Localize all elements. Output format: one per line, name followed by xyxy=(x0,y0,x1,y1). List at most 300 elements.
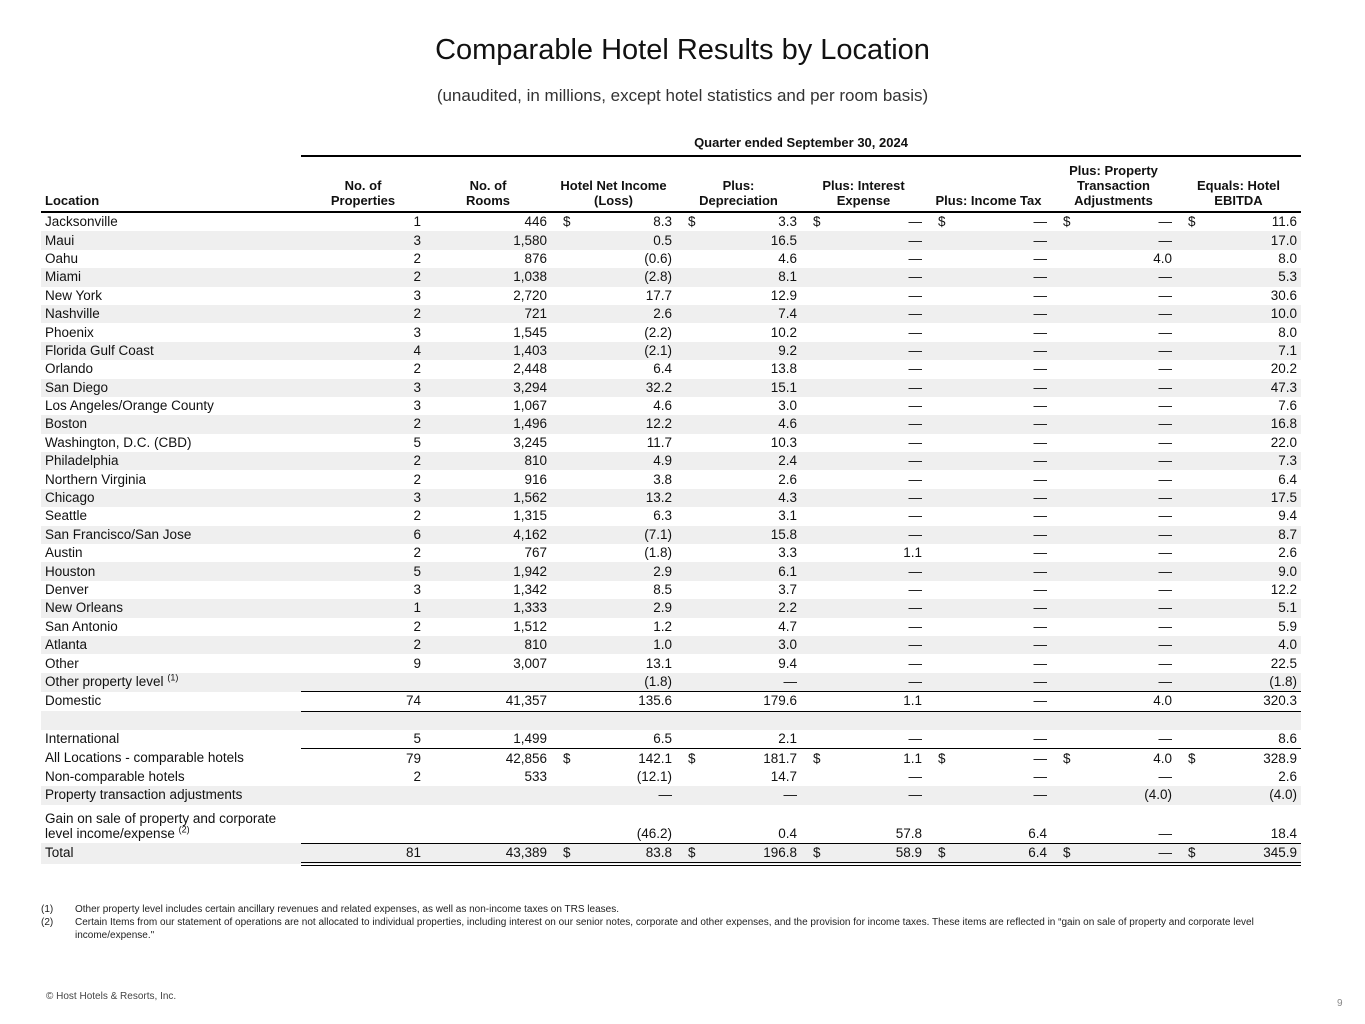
cell-value: 1,403 xyxy=(513,342,547,358)
cell-tax xyxy=(926,786,1051,804)
cell-value: 721 xyxy=(524,306,547,322)
cell-adj xyxy=(1051,786,1176,804)
cell-net xyxy=(551,470,676,488)
row-label xyxy=(41,749,301,768)
cell-value: (46.2) xyxy=(636,825,672,841)
cell-adj xyxy=(1051,618,1176,636)
header-row xyxy=(41,159,1301,212)
cell-value: — xyxy=(1033,582,1047,597)
cell-tax xyxy=(926,268,1051,286)
cell-value: 13.1 xyxy=(645,655,672,671)
cell-dep xyxy=(676,305,801,323)
location-row xyxy=(41,507,1301,525)
row-label-text: Northern Virginia xyxy=(45,471,147,487)
cell-value: (4.0) xyxy=(1144,787,1172,803)
cell-value: 11.7 xyxy=(646,434,672,450)
cell-int xyxy=(801,250,926,268)
footnotes xyxy=(41,903,1326,942)
cell-rooms xyxy=(425,786,551,804)
cell-value: — xyxy=(1033,306,1047,322)
cell-properties xyxy=(301,342,425,360)
cell-tax xyxy=(926,470,1051,488)
currency-symbol: $ xyxy=(938,214,946,230)
cell-value: 8.5 xyxy=(653,582,672,597)
cell-ebitda xyxy=(1176,452,1301,470)
cell-dep xyxy=(676,749,801,768)
row-label-text: Oahu xyxy=(45,250,79,266)
row-label xyxy=(41,673,301,692)
cell-value: 1,342 xyxy=(513,582,547,597)
cell-rooms xyxy=(425,250,551,268)
cell-value: 4,162 xyxy=(513,526,547,542)
cell-value: 20.2 xyxy=(1270,361,1297,377)
cell-value: — xyxy=(1033,453,1047,469)
cell-properties xyxy=(301,397,425,415)
cell-value: 16.8 xyxy=(1270,416,1297,432)
row-label xyxy=(41,654,301,672)
location-row xyxy=(41,489,1301,507)
cell-value: 179.6 xyxy=(763,693,797,709)
cell-dep xyxy=(676,730,801,749)
cell-value: 2.6 xyxy=(653,306,672,322)
cell-int xyxy=(801,654,926,672)
cell-net xyxy=(551,323,676,341)
cell-value: — xyxy=(1033,250,1047,266)
cell-adj xyxy=(1051,730,1176,749)
cell-properties xyxy=(301,654,425,672)
cell-tax xyxy=(926,749,1051,768)
footnote-ref: (2) xyxy=(178,824,190,835)
cell-rooms xyxy=(425,654,551,672)
cell-value: 135.6 xyxy=(638,693,672,709)
cell-rooms xyxy=(425,636,551,654)
cell-value: 196.8 xyxy=(763,844,797,860)
cell-value: 2.1 xyxy=(778,731,797,747)
cell-tax xyxy=(926,305,1051,323)
cell-value: 12.2 xyxy=(1270,582,1297,597)
cell-value: — xyxy=(1158,655,1172,671)
cell-net xyxy=(551,415,676,433)
cell-value: — xyxy=(1033,342,1047,358)
cell-tax xyxy=(926,415,1051,433)
cell-value: 533 xyxy=(524,768,547,784)
cell-value: 9.2 xyxy=(778,342,797,358)
cell-tax xyxy=(926,231,1051,249)
location-row xyxy=(41,544,1301,562)
cell-value: 5.9 xyxy=(1278,618,1297,634)
cell-value: 810 xyxy=(524,637,547,653)
cell-rooms xyxy=(425,843,551,864)
location-row xyxy=(41,360,1301,378)
cell-value: 3.3 xyxy=(778,214,797,230)
cell-value: 320.3 xyxy=(1263,693,1297,709)
currency-symbol: $ xyxy=(563,750,571,766)
cell-value: 1,545 xyxy=(513,324,547,340)
location-row xyxy=(41,618,1301,636)
cell-adj xyxy=(1051,342,1176,360)
cell-value: (2.8) xyxy=(644,269,672,285)
cell-net xyxy=(551,618,676,636)
cell-value: — xyxy=(1033,214,1047,230)
cell-value: (1.8) xyxy=(1269,673,1297,689)
cell-tax xyxy=(926,434,1051,452)
cell-properties xyxy=(301,268,425,286)
cell-value: 2,448 xyxy=(513,361,547,377)
row-label-text: Maui xyxy=(45,232,75,248)
location-row xyxy=(41,342,1301,360)
cell-int xyxy=(801,843,926,864)
cell-value: — xyxy=(908,787,922,803)
row-label-text: Chicago xyxy=(45,490,95,506)
location-row xyxy=(41,379,1301,397)
row-label xyxy=(41,562,301,580)
cell-properties xyxy=(301,692,425,711)
cell-adj xyxy=(1051,434,1176,452)
cell-rooms xyxy=(425,415,551,433)
location-row xyxy=(41,268,1301,286)
cell-properties xyxy=(301,581,425,599)
cell-value: — xyxy=(908,269,922,285)
cell-properties xyxy=(301,470,425,488)
footnote-marker: (1) xyxy=(41,904,54,915)
cell-value: 13.8 xyxy=(770,361,797,377)
cell-value: — xyxy=(1158,416,1172,432)
currency-symbol: $ xyxy=(1188,844,1196,860)
cell-value: — xyxy=(1033,471,1047,487)
row-label-text: International xyxy=(45,731,120,747)
cell-value: — xyxy=(1158,637,1172,653)
location-row xyxy=(41,434,1301,452)
cell-tax xyxy=(926,692,1051,711)
cell-value: — xyxy=(783,673,797,689)
cell-net xyxy=(551,360,676,378)
row-label-text: Other xyxy=(45,655,79,671)
cell-value: 32.2 xyxy=(645,379,672,395)
location-row xyxy=(41,562,1301,580)
cell-value: — xyxy=(1033,287,1047,303)
cell-dep xyxy=(676,843,801,864)
cell-int xyxy=(801,599,926,617)
cell-tax xyxy=(926,654,1051,672)
cell-int xyxy=(801,452,926,470)
cell-value: 1.1 xyxy=(903,545,922,561)
cell-value: — xyxy=(1158,563,1172,579)
cell-value: 1,512 xyxy=(513,618,547,634)
cell-value: 4.0 xyxy=(1278,637,1297,653)
cell-value: — xyxy=(908,655,922,671)
cell-value: — xyxy=(908,563,922,579)
cell-rooms xyxy=(425,711,551,730)
cell-net xyxy=(551,673,676,692)
cell-value: — xyxy=(1033,324,1047,340)
cell-adj xyxy=(1051,805,1176,844)
cell-int xyxy=(801,470,926,488)
cell-adj xyxy=(1051,323,1176,341)
cell-net xyxy=(551,287,676,305)
cell-ebitda xyxy=(1176,470,1301,488)
cell-value: 4.3 xyxy=(778,490,797,506)
cell-value: 57.8 xyxy=(895,825,922,841)
cell-int xyxy=(801,231,926,249)
location-row xyxy=(41,250,1301,268)
cell-properties xyxy=(301,379,425,397)
cell-value: — xyxy=(908,342,922,358)
cell-value: 5.1 xyxy=(1278,600,1297,616)
row-label xyxy=(41,507,301,525)
cell-dep xyxy=(676,562,801,580)
row-label-text: Phoenix xyxy=(45,324,94,340)
cell-dep xyxy=(676,397,801,415)
cell-rooms xyxy=(425,544,551,562)
cell-adj xyxy=(1051,231,1176,249)
cell-int xyxy=(801,786,926,804)
cell-value: — xyxy=(908,306,922,322)
row-label-text: Austin xyxy=(45,545,83,561)
cell-value: — xyxy=(1033,416,1047,432)
cell-value: 18.4 xyxy=(1270,825,1297,841)
row-label xyxy=(41,599,301,617)
footnote-ref: (1) xyxy=(167,672,179,683)
cell-dep xyxy=(676,786,801,804)
cell-value: 142.1 xyxy=(638,750,672,766)
cell-value: 1,333 xyxy=(513,600,547,616)
cell-ebitda xyxy=(1176,692,1301,711)
row-label-text: New Orleans xyxy=(45,600,124,616)
cell-value: (12.1) xyxy=(636,768,672,784)
cell-ebitda xyxy=(1176,268,1301,286)
cell-value: — xyxy=(1033,637,1047,653)
cell-adj xyxy=(1051,489,1176,507)
currency-symbol: $ xyxy=(813,844,821,860)
cell-value: — xyxy=(1158,434,1172,450)
cell-ebitda xyxy=(1176,730,1301,749)
cell-value: 2 xyxy=(413,453,421,469)
cell-value: — xyxy=(1158,398,1172,414)
cell-properties xyxy=(301,287,425,305)
page-subtitle: (unaudited, in millions, except hotel statistics and per room basis) xyxy=(436,86,929,105)
cell-int xyxy=(801,526,926,544)
cell-int xyxy=(801,581,926,599)
row-label xyxy=(41,470,301,488)
cell-dep xyxy=(676,618,801,636)
cell-value: 7.3 xyxy=(1278,453,1297,469)
cell-value: 10.2 xyxy=(770,324,797,340)
cell-ebitda xyxy=(1176,805,1301,844)
currency-symbol: $ xyxy=(938,750,946,766)
cell-value: 2 xyxy=(413,269,421,285)
cell-net xyxy=(551,212,676,231)
cell-value: 1,580 xyxy=(513,232,547,248)
cell-properties xyxy=(301,489,425,507)
cell-value: — xyxy=(783,787,797,803)
cell-value: — xyxy=(908,582,922,597)
cell-dep xyxy=(676,692,801,711)
cell-net xyxy=(551,305,676,323)
cell-ebitda xyxy=(1176,397,1301,415)
cell-dep xyxy=(676,379,801,397)
row-label xyxy=(41,730,301,749)
cell-int xyxy=(801,805,926,844)
hotel-results-table xyxy=(41,159,1301,866)
cell-value: (7.1) xyxy=(644,526,672,542)
cell-adj xyxy=(1051,305,1176,323)
row-label-text: San Francisco/San Jose xyxy=(45,526,192,542)
gain-on-sale-row xyxy=(41,805,1301,844)
cell-value: 4.0 xyxy=(1153,750,1172,766)
row-label xyxy=(41,250,301,268)
cell-tax xyxy=(926,489,1051,507)
cell-properties xyxy=(301,749,425,768)
cell-adj xyxy=(1051,212,1176,231)
cell-net xyxy=(551,342,676,360)
row-label-text: Boston xyxy=(45,416,88,432)
cell-value: 2.6 xyxy=(778,471,797,487)
cell-ebitda xyxy=(1176,786,1301,804)
period-header: Quarter ended September 30, 2024 xyxy=(694,135,908,150)
cell-value: — xyxy=(1158,825,1172,841)
cell-adj xyxy=(1051,415,1176,433)
cell-value: 3.7 xyxy=(778,582,797,597)
currency-symbol: $ xyxy=(813,750,821,766)
cell-value: 2 xyxy=(413,361,421,377)
cell-tax xyxy=(926,379,1051,397)
cell-properties xyxy=(301,768,425,786)
cell-value: (2.2) xyxy=(644,324,672,340)
cell-value: 79 xyxy=(405,750,421,766)
cell-value: 3 xyxy=(413,582,421,597)
cell-dep xyxy=(676,636,801,654)
cell-value: — xyxy=(908,600,922,616)
cell-dep xyxy=(676,415,801,433)
cell-value: — xyxy=(1158,306,1172,322)
row-label xyxy=(41,231,301,249)
cell-ebitda xyxy=(1176,323,1301,341)
cell-ebitda xyxy=(1176,415,1301,433)
all-locations-row xyxy=(41,749,1301,768)
cell-value: 0.5 xyxy=(653,232,672,248)
location-row xyxy=(41,305,1301,323)
cell-ebitda xyxy=(1176,305,1301,323)
cell-value: 1,562 xyxy=(513,490,547,506)
row-label xyxy=(41,452,301,470)
cell-ebitda xyxy=(1176,489,1301,507)
cell-value: 328.9 xyxy=(1263,750,1297,766)
cell-ebitda xyxy=(1176,562,1301,580)
location-row xyxy=(41,212,1301,231)
cell-adj xyxy=(1051,470,1176,488)
row-label xyxy=(41,305,301,323)
cell-value: 12.9 xyxy=(770,287,797,303)
cell-rooms xyxy=(425,212,551,231)
row-label-text: Seattle xyxy=(45,508,88,524)
cell-int xyxy=(801,212,926,231)
cell-ebitda xyxy=(1176,342,1301,360)
cell-adj xyxy=(1051,768,1176,786)
currency-symbol: $ xyxy=(688,844,696,860)
cell-value: 2.4 xyxy=(778,453,797,469)
row-label-text: Orlando xyxy=(45,361,94,377)
cell-int xyxy=(801,268,926,286)
cell-rooms xyxy=(425,268,551,286)
cell-ebitda xyxy=(1176,636,1301,654)
cell-properties xyxy=(301,636,425,654)
row-label xyxy=(41,268,301,286)
cell-value: 3 xyxy=(413,324,421,340)
cell-ebitda xyxy=(1176,749,1301,768)
currency-symbol: $ xyxy=(688,214,696,230)
cell-properties xyxy=(301,231,425,249)
cell-tax xyxy=(926,711,1051,730)
cell-value: — xyxy=(908,379,922,395)
cell-value: 4.0 xyxy=(1153,250,1172,266)
cell-ebitda xyxy=(1176,212,1301,231)
cell-net xyxy=(551,599,676,617)
cell-dep xyxy=(676,507,801,525)
cell-value: 3 xyxy=(413,490,421,506)
cell-value: 1 xyxy=(413,214,421,230)
cell-adj xyxy=(1051,692,1176,711)
cell-value: 42,856 xyxy=(505,750,547,766)
cell-dep xyxy=(676,268,801,286)
cell-value: 1.2 xyxy=(653,618,672,634)
cell-value: 2 xyxy=(413,471,421,487)
cell-value: 2,720 xyxy=(513,287,547,303)
cell-rooms xyxy=(425,287,551,305)
cell-dep xyxy=(676,711,801,730)
cell-value: 3.8 xyxy=(653,471,672,487)
cell-ebitda xyxy=(1176,526,1301,544)
cell-dep xyxy=(676,452,801,470)
cell-value: 3,007 xyxy=(513,655,547,671)
cell-adj xyxy=(1051,287,1176,305)
row-label xyxy=(41,342,301,360)
row-label-text: Other property level xyxy=(45,674,164,690)
cell-adj xyxy=(1051,654,1176,672)
row-label xyxy=(41,360,301,378)
cell-rooms xyxy=(425,323,551,341)
cell-ebitda xyxy=(1176,287,1301,305)
row-label xyxy=(41,636,301,654)
cell-value: 876 xyxy=(524,250,547,266)
cell-value: — xyxy=(1158,214,1172,230)
cell-tax xyxy=(926,507,1051,525)
cell-properties xyxy=(301,305,425,323)
cell-value: 1,496 xyxy=(513,416,547,432)
header-ebitda: Equals: Hotel EBITDA xyxy=(1176,159,1301,212)
cell-tax xyxy=(926,397,1051,415)
row-label xyxy=(41,379,301,397)
cell-value: 15.8 xyxy=(770,526,797,542)
cell-ebitda xyxy=(1176,843,1301,864)
cell-value: 74 xyxy=(405,693,421,709)
cell-ebitda xyxy=(1176,654,1301,672)
cell-value: — xyxy=(1158,526,1172,542)
cell-value: 3,294 xyxy=(513,379,547,395)
cell-value: 4.6 xyxy=(778,416,797,432)
cell-value: — xyxy=(1033,526,1047,542)
cell-adj xyxy=(1051,397,1176,415)
cell-value: 3.0 xyxy=(778,637,797,653)
row-label xyxy=(41,526,301,544)
cell-value: — xyxy=(1158,471,1172,487)
row-label-text: Florida Gulf Coast xyxy=(45,342,154,358)
cell-value: — xyxy=(1158,731,1172,747)
cell-net xyxy=(551,434,676,452)
cell-value: 1.1 xyxy=(903,693,922,709)
period-rule xyxy=(301,155,1301,157)
location-row xyxy=(41,654,1301,672)
row-label xyxy=(41,805,301,844)
